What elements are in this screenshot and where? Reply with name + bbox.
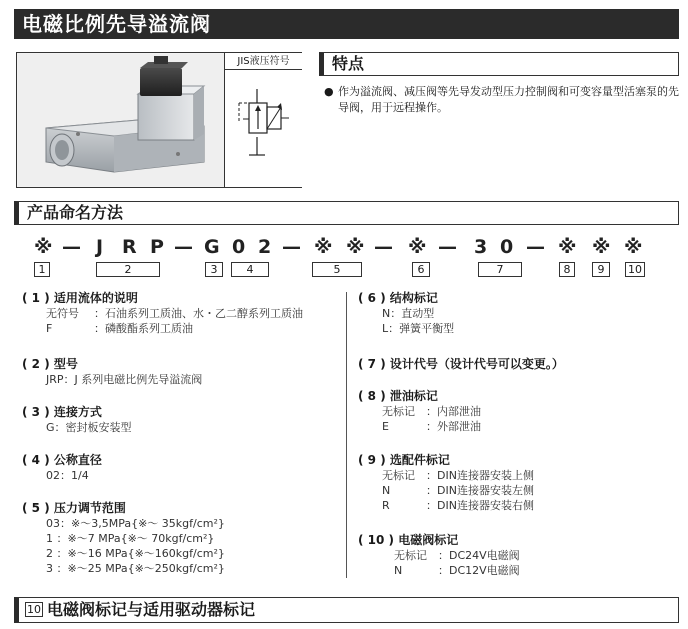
product-panel — [16, 52, 302, 188]
bottom-heading — [14, 597, 679, 623]
section-options: ( 9 ) 选配件标记 无标记 ：DIN连接器安装上侧 N ：DIN连接器安装左侧 R ：DIN连接器安装右侧 — [358, 452, 678, 513]
code-char: ※ — [346, 236, 365, 258]
code-char: ※ — [408, 236, 427, 258]
code-position-box: 6 — [412, 262, 430, 277]
code-position-box: 4 — [231, 262, 269, 277]
features-text: 作为溢流阀、减压阀等先导发动型压力控制阀和可变容量型活塞泵的先导阀，用于远程操作。 — [338, 85, 679, 114]
code-position-box: 10 — [625, 262, 645, 277]
code-char: ※ — [624, 236, 643, 258]
section-fluid: ( 1 ) 适用流体的说明 无符号 ：石油系列工质油、水・乙二醇系列工质油 F ：磷酸酯系列工质油 — [22, 290, 342, 336]
naming-heading: 产品命名方法 — [14, 201, 679, 225]
code-char: ※ — [592, 236, 611, 258]
page-title: 电磁比例先导溢流阀 — [14, 9, 679, 39]
code-char: — — [174, 236, 193, 258]
hydraulic-symbol-icon — [237, 89, 293, 161]
section-title: ( 2 ) 型号 — [22, 357, 78, 371]
code-position-box: 2 — [96, 262, 160, 277]
code-char: — — [282, 236, 301, 258]
code-char: 2 — [258, 236, 272, 258]
code-char: — — [438, 236, 457, 258]
section-title: ( 1 ) 适用流体的说明 — [22, 291, 138, 305]
code-position-box: 7 — [478, 262, 522, 277]
code-char: P — [150, 236, 164, 258]
section-title: ( 9 ) 选配件标记 — [358, 453, 450, 467]
code-char: 0 — [500, 236, 514, 258]
section-title: ( 3 ) 连接方式 — [22, 405, 102, 419]
code-char: J — [96, 236, 104, 258]
code-position-box: 1 — [34, 262, 50, 277]
section-number-tag: 10 — [27, 603, 41, 616]
valve-product-image — [18, 54, 224, 186]
code-char: ※ — [558, 236, 577, 258]
section-title: ( 8 ) 泄油标记 — [358, 389, 438, 403]
section-title: ( 4 ) 公称直径 — [22, 453, 102, 467]
section-design-code — [358, 356, 678, 372]
jis-label: JIS液压符号 — [225, 53, 302, 70]
section-title: ( 5 ) 压力调节范围 — [22, 501, 126, 515]
code-char: — — [526, 236, 545, 258]
section-title: ( 6 ) 结构标记 — [358, 291, 438, 305]
section-solenoid: ( 10 ) 电磁阀标记 无标记 ：DC24V电磁阀 N ：DC12V电磁阀 — [358, 532, 678, 578]
section-nominal-size: ( 4 ) 公称直径 02：1/4 — [22, 452, 342, 483]
section-model: ( 2 ) 型号 JRP：J 系列电磁比例先导溢流阀 — [22, 356, 342, 387]
code-char: — — [62, 236, 81, 258]
column-divider — [346, 292, 347, 578]
code-char: 0 — [232, 236, 246, 258]
section-title: ( 10 ) 电磁阀标记 — [358, 533, 459, 547]
section-structure: ( 6 ) 结构标记 N：直动型 L：弹簧平衡型 — [358, 290, 678, 336]
jis-symbol-panel — [224, 53, 302, 187]
bottom-heading-text: 电磁阀标记与适用驱动器标记 — [47, 600, 256, 619]
section-pressure-range: ( 5 ) 压力调节范围 03：※～3,5MPa{※～ 35kgf/cm²} 1 ：※～7 MPa{※～ 70kgf/cm²} 2 ：※～16 MPa{※～160kgf/cm²} 3 ：※～25 MPa{※～250kgf/cm²} — [22, 500, 342, 576]
section-title: ( 7 ) 设计代号（设计代号可以变更。） — [358, 357, 564, 371]
code-position-box: 5 — [312, 262, 362, 277]
code-char: R — [122, 236, 137, 258]
code-char: G — [204, 236, 220, 258]
valve-illustration-icon — [18, 54, 224, 186]
features-heading: 特点 — [319, 52, 679, 76]
section-drain: ( 8 ) 泄油标记 无标记 ：内部泄油 E ：外部泄油 — [358, 388, 678, 434]
features-description — [324, 84, 679, 116]
section-connection: ( 3 ) 连接方式 G：密封板安装型 — [22, 404, 342, 435]
code-char: ※ — [314, 236, 333, 258]
code-position-box: 8 — [559, 262, 575, 277]
code-char: 3 — [474, 236, 488, 258]
model-code — [28, 236, 658, 260]
code-position-box: 3 — [205, 262, 223, 277]
bullet-icon: ● — [324, 85, 334, 98]
code-char: ※ — [34, 236, 53, 258]
code-position-box: 9 — [592, 262, 610, 277]
code-char: — — [374, 236, 393, 258]
